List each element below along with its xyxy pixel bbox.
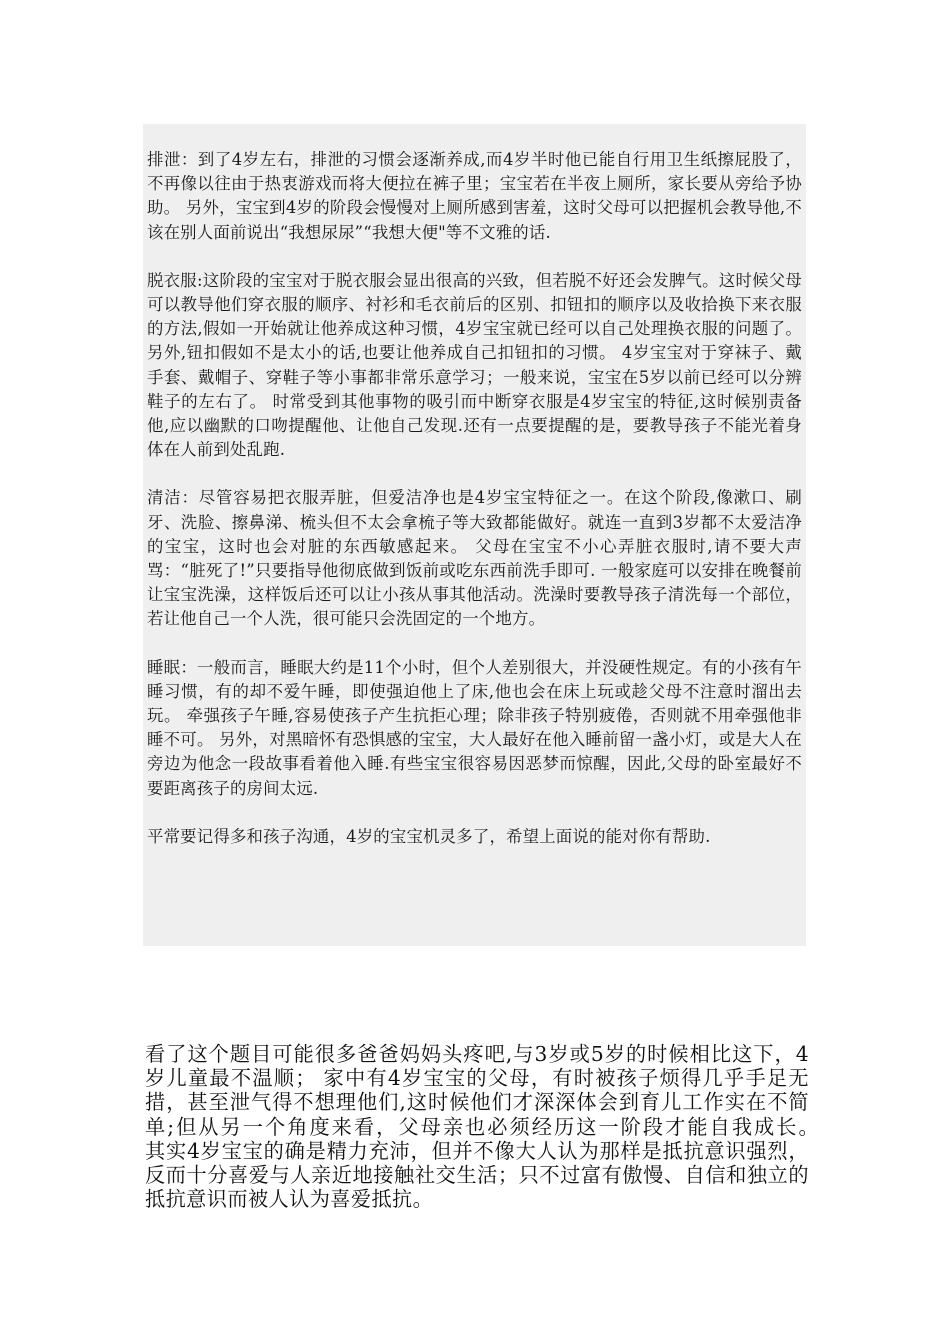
highlighted-text-block — [143, 124, 806, 946]
intro-text-block — [145, 1042, 912, 1212]
paragraph-closing: 平常要记得多和孩子沟通，4岁的宝宝机灵多了，希望上面说的能对你有帮助. — [147, 826, 711, 846]
paragraph-undressing: 脱衣服:这阶段的宝宝对于脱衣服会显出很高的兴致，但若脱不好还会发脾气。这时候父母可以教导他们穿衣服的顺序、衬衫和毛衣前后的区别、扣钮扣的顺序以及收拾换下来衣服的方法,假如一开始就让他养成这种习惯，4岁宝宝就已经可以自己处理换衣服的问题了。另外,钮扣假如不是太小的话,也要让他养成自己扣钮扣的习惯。 4岁宝宝对于穿袜子、戴手套、戴帽子、穿鞋子等小事都非常乐意学习；一般来说，宝宝在5岁以前已经可以分辨鞋子的左右了。 时常受到其他事物的吸引而中断穿衣服是4岁宝宝的特征,这时候别责备他,应以幽默的口吻提醒他、让他自己发现.还有一点要提醒的是，要教导孩子不能光着身体在人前到处乱跑. — [147, 270, 802, 460]
paragraph-intro: 看了这个题目可能很多爸爸妈妈头疼吧,与3岁或5岁的时候相比这下，4岁儿童最不温顺； 家中有4岁宝宝的父母，有时被孩子烦得几乎手足无措，甚至泄气得不想理他们,这时候他们才深深体会到育儿工作实在不简单;但从另一个角度来看，父母亲也必须经历这一阶段才能自我成长。 其实4岁宝宝的确是精力充沛，但并不像大人认为那样是抵抗意识强烈，反而十分喜爱与人亲近地接触社交生活；只不过富有傲慢、自信和独立的抵抗意识而被人认为喜爱抵抗。 — [145, 1042, 912, 1212]
paragraph-sleep: 睡眠：一般而言，睡眠大约是11个小时，但个人差别很大，并没硬性规定。有的小孩有午睡习惯，有的却不爱午睡，即使强迫他上了床,他也会在床上玩或趁父母不注意时溜出去玩。 牵强孩子午睡,容易使孩子产生抗拒心理；除非孩子特别疲倦，否则就不用牵强他非睡不可。 另外，对黑暗怀有恐惧感的宝宝，大人最好在他入睡前留一盏小灯，或是大人在旁边为他念一段故事看着他入睡.有些宝宝很容易因恶梦而惊醒，因此,父母的卧室最好不要距离孩子的房间太远. — [147, 657, 802, 798]
paragraph-cleaning: 清洁：尽管容易把衣服弄脏，但爱洁净也是4岁宝宝特征之一。在这个阶段,像漱口、刷牙、洗脸、擦鼻涕、梳头但不太会拿梳子等大致都能做好。就连一直到3岁都不太爱洁净的宝宝，这时也会对脏的东西敏感起来。 父母在宝宝不小心弄脏衣服时,请不要大声骂：“脏死了!”只要指导他彻底做到饭前或吃东西前洗手即可. 一般家庭可以安排在晚餐前让宝宝洗澡，这样饭后还可以让小孩从事其他活动。洗澡时要教导孩子清洗每一个部位，若让他自己一个人洗，很可能只会洗固定的一个地方。 — [147, 488, 802, 629]
paragraph-toilet: 排泄：到了4岁左右，排泄的习惯会逐渐养成,而4岁半时他已能自行用卫生纸擦屁股了，不再像以往由于热衷游戏而将大便拉在裤子里；宝宝若在半夜上厕所，家长要从旁给予协助。 另外，宝宝到4岁的阶段会慢慢对上厕所感到害羞，这时父母可以把握机会教导他,不该在别人面前说出“我想尿尿”“我想大便"等不文雅的话. — [147, 150, 802, 242]
